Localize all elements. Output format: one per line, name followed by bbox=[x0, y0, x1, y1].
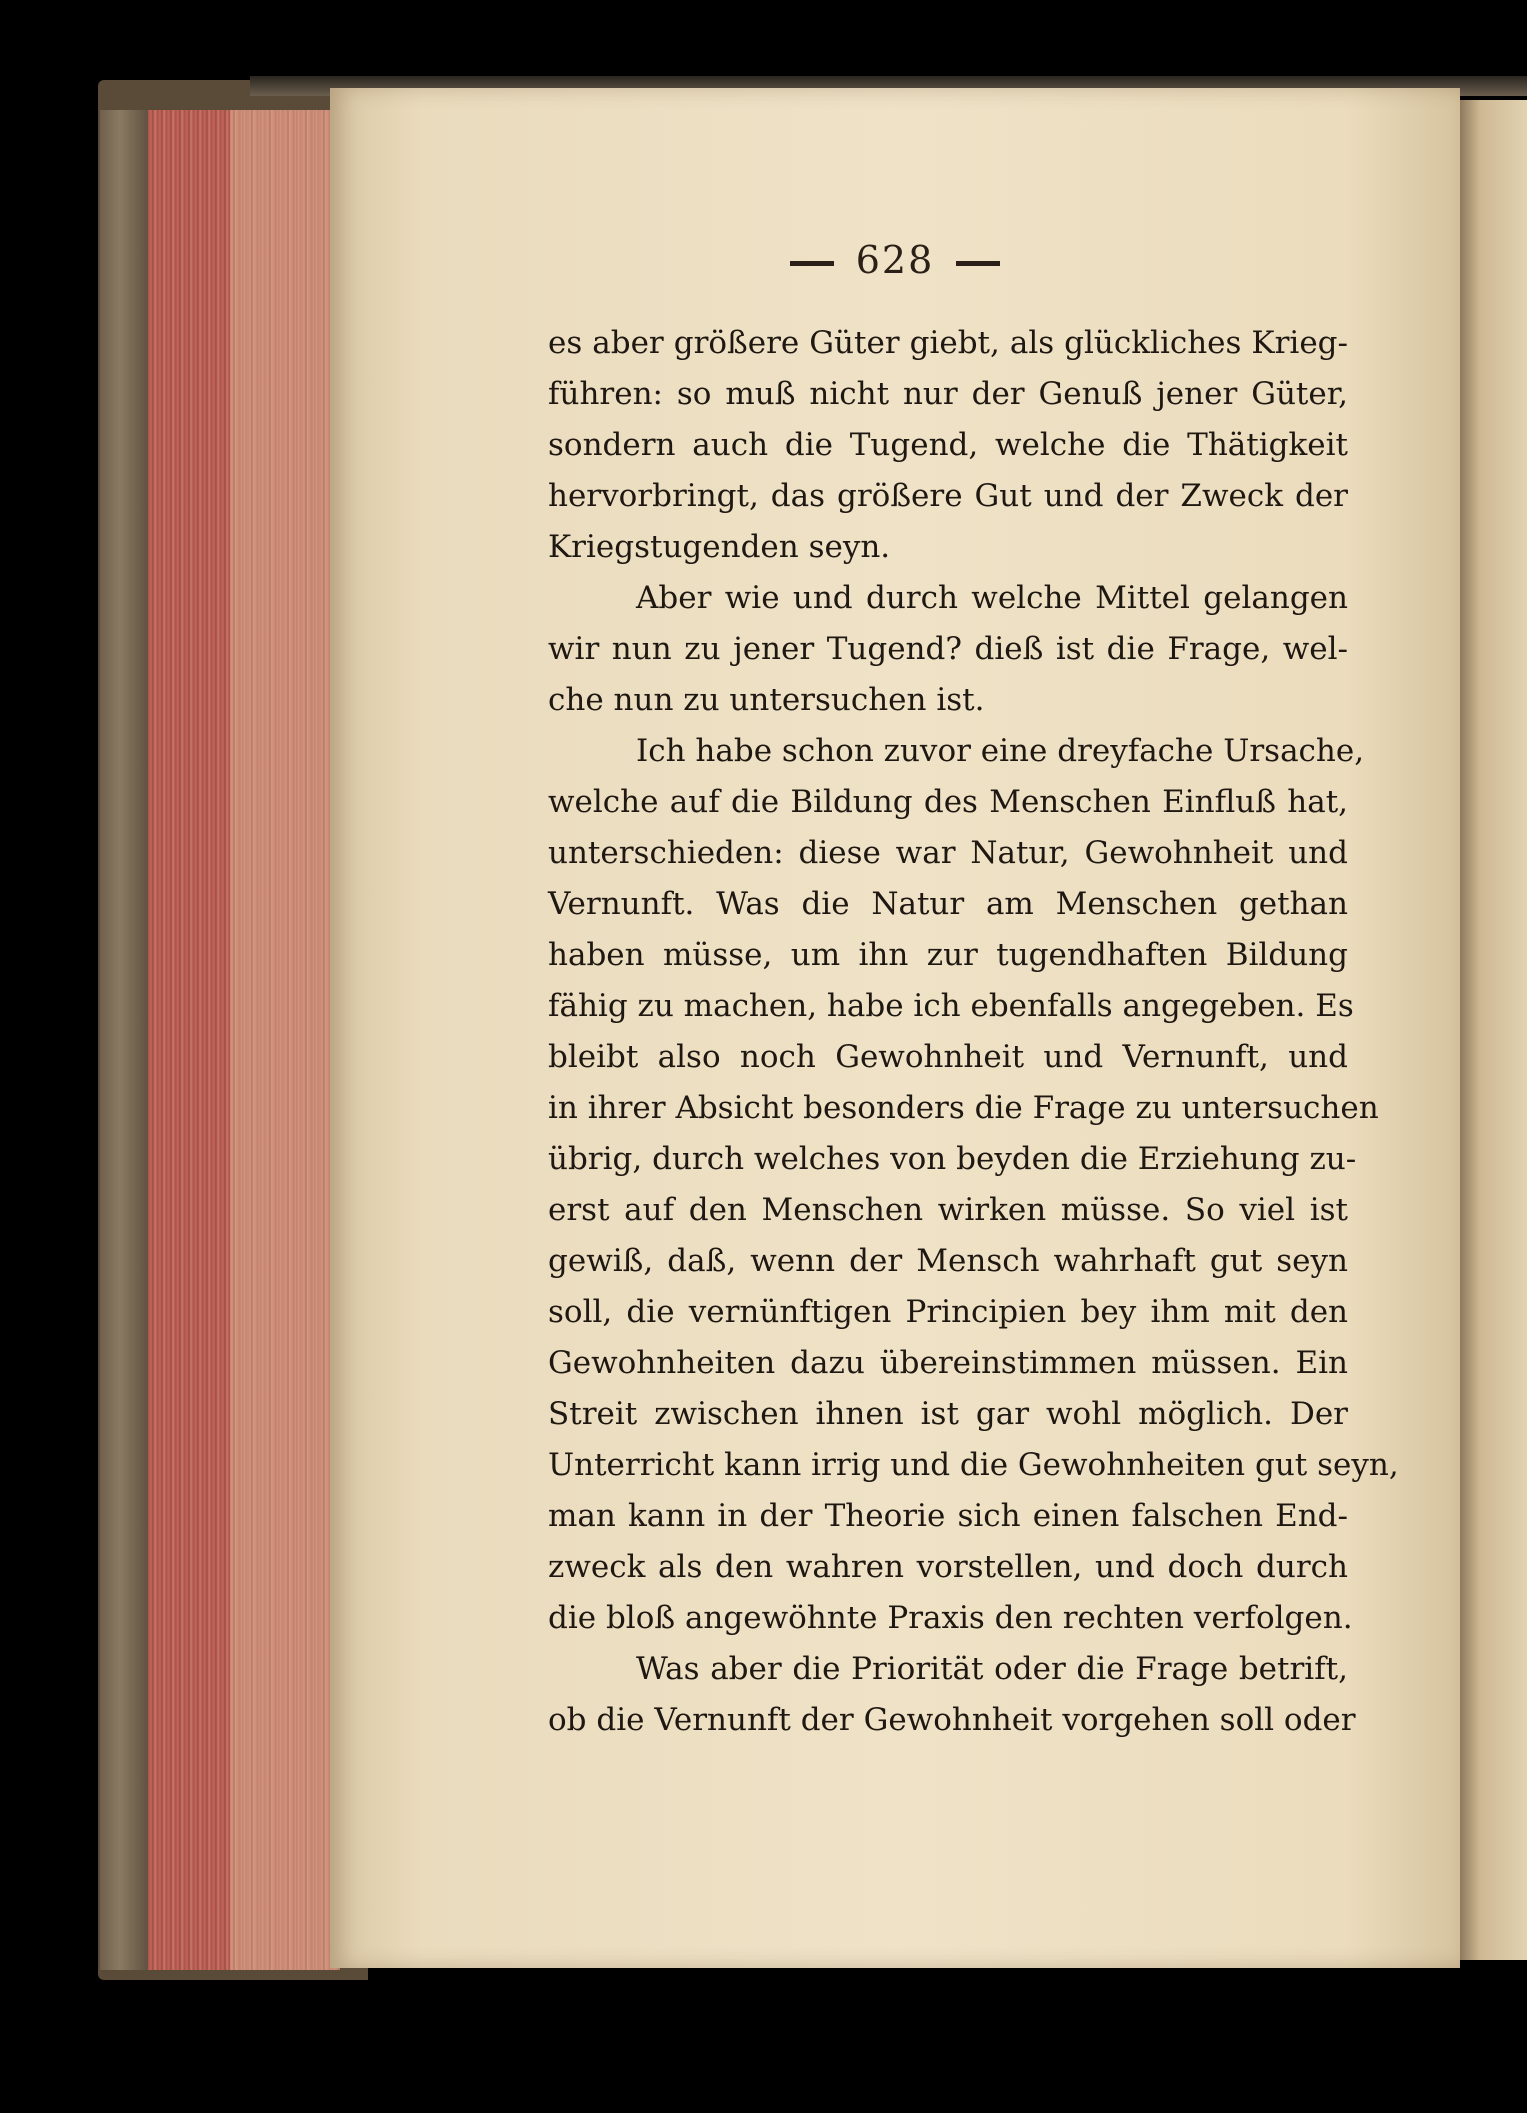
text-line: es aber größere Güter giebt, als glückliches Krieg- bbox=[548, 325, 1348, 361]
text-line: Kriegstugenden seyn. bbox=[548, 529, 891, 565]
text-line: hervorbringt, das größere Gut und der Zweck der bbox=[548, 478, 1348, 514]
text-line: übrig, durch welches von beyden die Erziehung zu- bbox=[548, 1141, 1357, 1177]
text-line: Was aber die Priorität oder die Frage betrift, bbox=[636, 1651, 1348, 1687]
page-number-dash-left bbox=[790, 261, 834, 266]
text-line: soll, die vernünftigen Principien bey ihm mit den bbox=[548, 1294, 1348, 1330]
page-number-dash-right bbox=[956, 261, 1000, 266]
text-line: zweck als den wahren vorstellen, und doch durch bbox=[548, 1549, 1348, 1585]
page-edges-highlight bbox=[230, 110, 340, 1970]
cover-edge bbox=[100, 110, 150, 1970]
text-line: sondern auch die Tugend, welche die Thätigkeit bbox=[548, 427, 1348, 463]
text-line: Unterricht kann irrig und die Gewohnheiten gut seyn, bbox=[548, 1447, 1399, 1483]
text-line: che nun zu untersuchen ist. bbox=[548, 682, 985, 718]
page-number bbox=[330, 238, 1460, 282]
text-line: haben müsse, um ihn zur tugendhaften Bildung bbox=[548, 937, 1348, 973]
text-line: Streit zwischen ihnen ist gar wohl möglich. Der bbox=[548, 1396, 1348, 1432]
text-line: in ihrer Absicht besonders die Frage zu untersuchen bbox=[548, 1090, 1379, 1126]
text-line: Vernunft. Was die Natur am Menschen gethan bbox=[548, 886, 1348, 922]
text-line: wir nun zu jener Tugend? dieß ist die Frage, wel- bbox=[548, 631, 1348, 667]
text-line: Gewohnheiten dazu übereinstimmen müssen. Ein bbox=[548, 1345, 1348, 1381]
text-line: bleibt also noch Gewohnheit und Vernunft, und bbox=[548, 1039, 1348, 1075]
text-line: ob die Vernunft der Gewohnheit vorgehen soll oder bbox=[548, 1702, 1356, 1738]
text-line: führen: so muß nicht nur der Genuß jener Güter, bbox=[548, 376, 1348, 412]
text-line: welche auf die Bildung des Menschen Einfluß hat, bbox=[548, 784, 1348, 820]
text-line: gewiß, daß, wenn der Mensch wahrhaft gut seyn bbox=[548, 1243, 1348, 1279]
body-text bbox=[548, 318, 1399, 1746]
text-line: unterschieden: diese war Natur, Gewohnheit und bbox=[548, 835, 1348, 871]
text-line: die bloß angewöhnte Praxis den rechten verfolgen. bbox=[548, 1600, 1353, 1636]
text-line: fähig zu machen, habe ich ebenfalls angegeben. Es bbox=[548, 988, 1354, 1024]
page-number-value: 628 bbox=[855, 238, 935, 282]
facing-page bbox=[1460, 100, 1527, 1960]
text-line: man kann in der Theorie sich einen falschen End- bbox=[548, 1498, 1348, 1534]
text-line: Aber wie und durch welche Mittel gelangen bbox=[636, 580, 1348, 616]
text-line: Ich habe schon zuvor eine dreyfache Ursache, bbox=[636, 733, 1365, 769]
text-line: erst auf den Menschen wirken müsse. So viel ist bbox=[548, 1192, 1348, 1228]
